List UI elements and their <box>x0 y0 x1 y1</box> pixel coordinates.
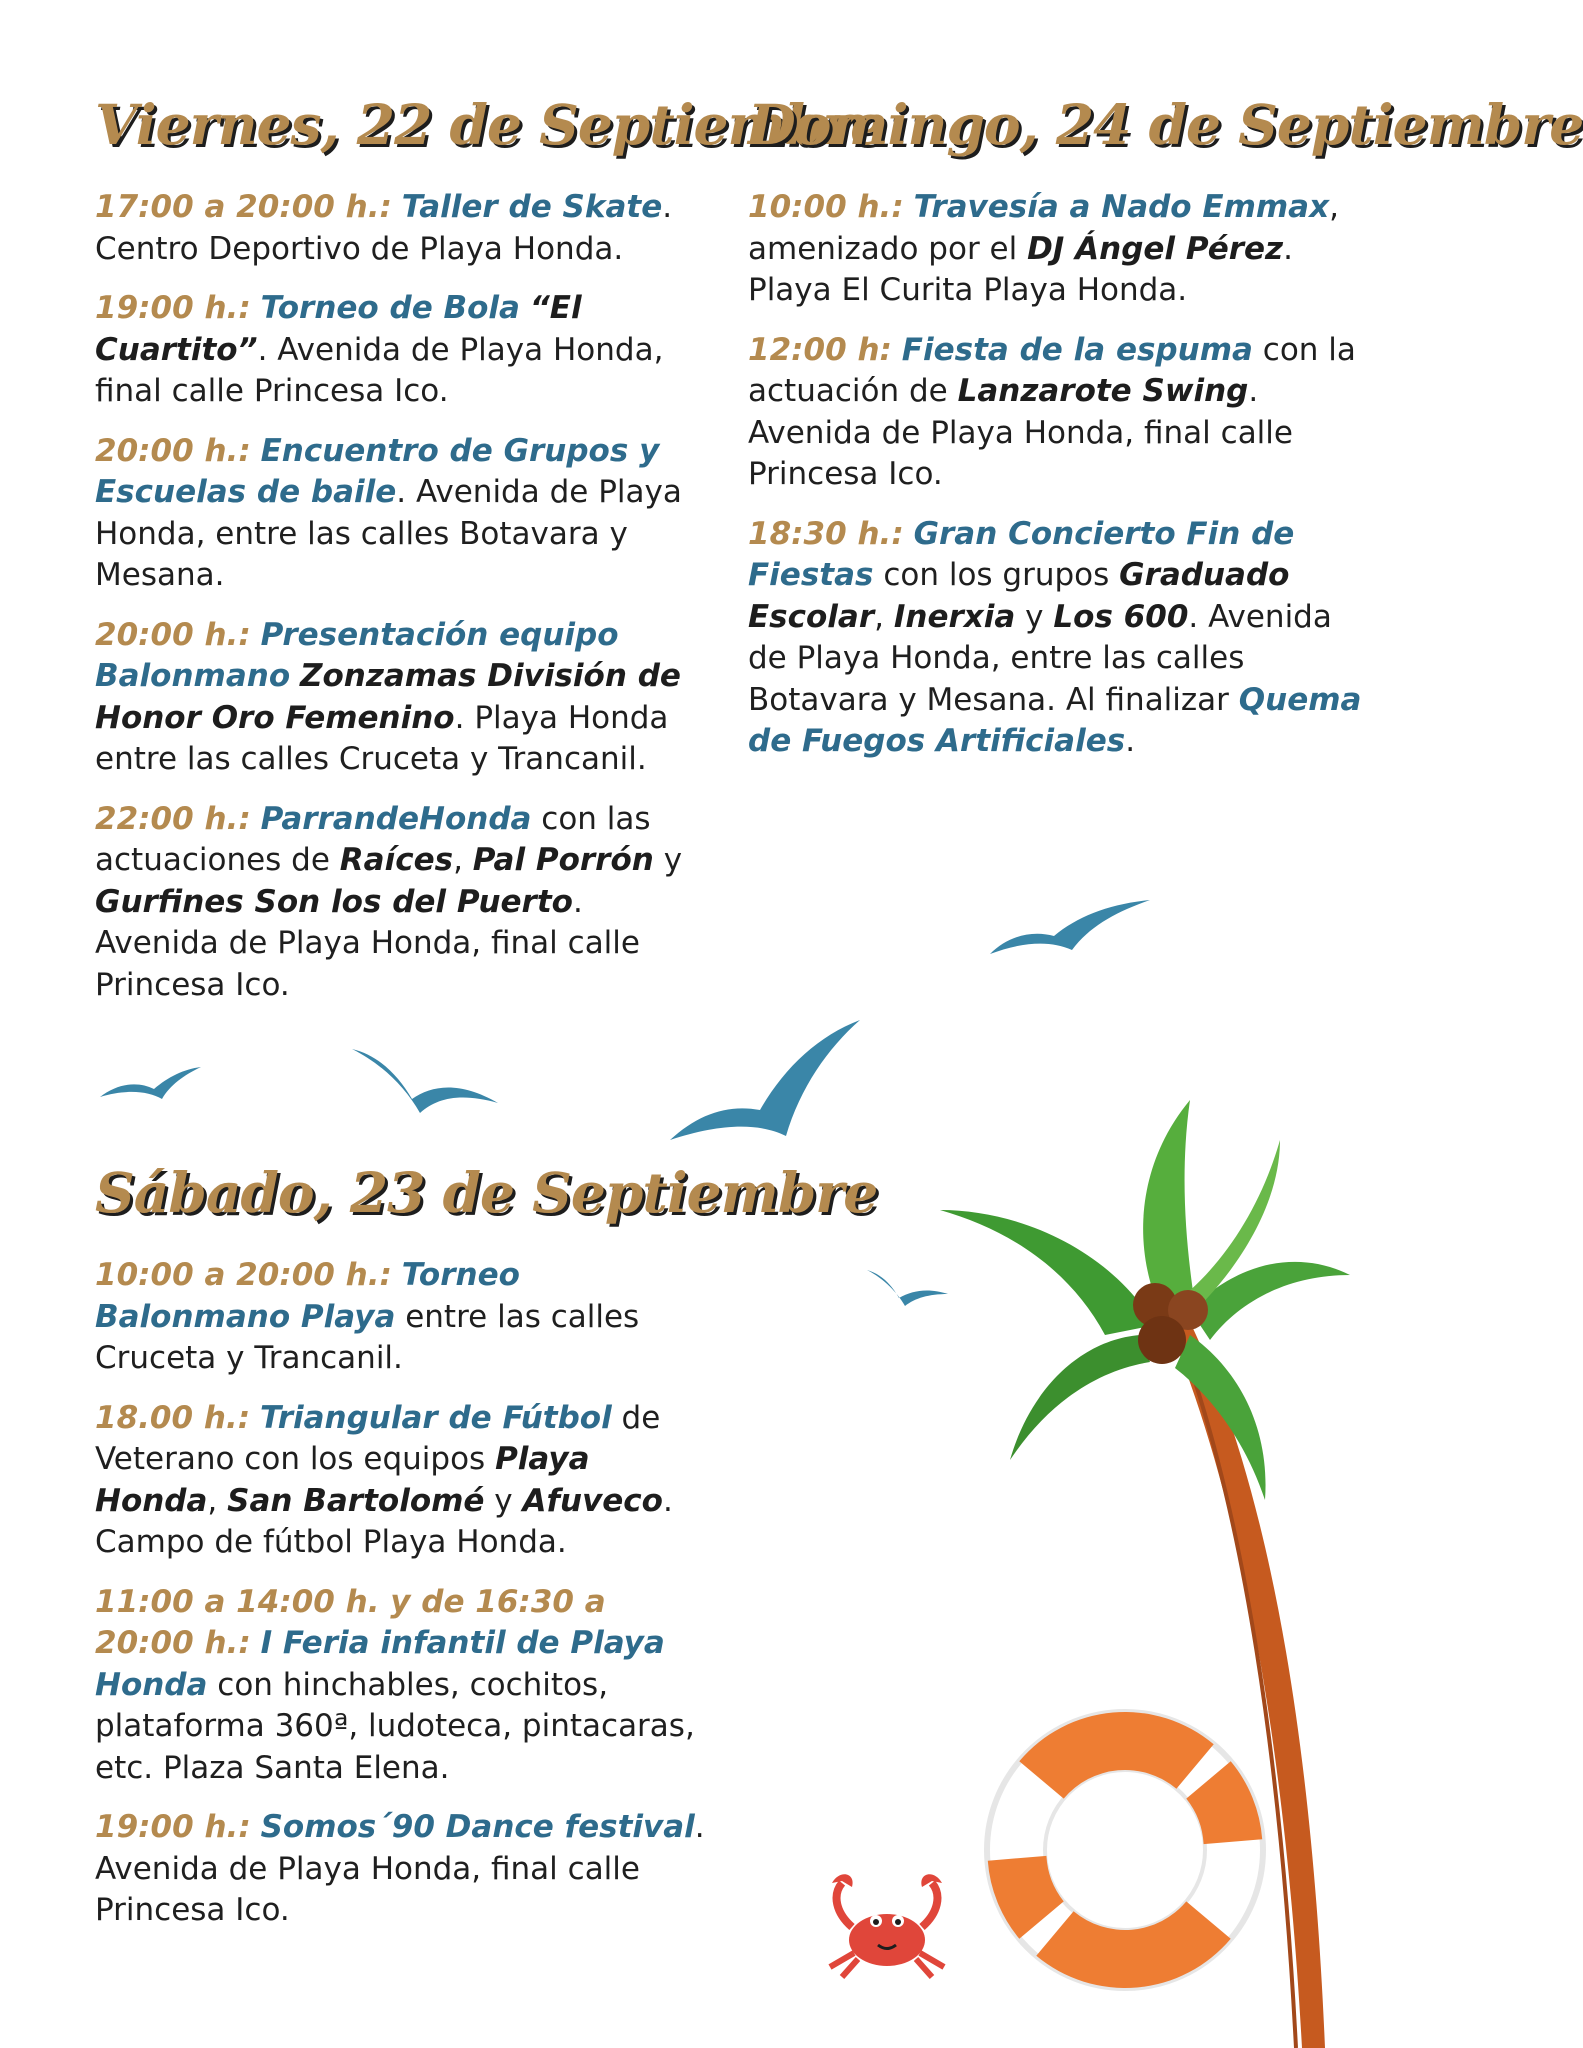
event-text: . Avenida de Playa Honda, final calle Princesa Ico. <box>748 373 1293 492</box>
event-text: y <box>484 1482 523 1519</box>
event-name: Graduado Escolar <box>748 557 1290 635</box>
seagull-icon <box>988 896 1153 956</box>
event-name: DJ Ángel Pérez <box>1027 230 1284 267</box>
seagull-icon <box>350 1045 500 1115</box>
event-highlight: Taller de Skate <box>401 189 663 225</box>
event-text: , amenizado por el <box>748 189 1339 267</box>
sunday-events <box>748 187 1368 763</box>
event-highlight: Travesía a Nado Emmax <box>913 189 1330 225</box>
event-item <box>95 799 715 1007</box>
event-time: 11:00 a 14:00 h. y de 16:30 a 20:00 h.: <box>95 1583 606 1661</box>
event-name: Raíces <box>339 842 454 878</box>
event-text <box>251 433 261 469</box>
event-item <box>95 1255 715 1380</box>
event-highlight: ParrandeHonda <box>260 800 532 837</box>
event-highlight: Quema de Fuegos Artificiales <box>748 681 1362 759</box>
event-time: 19:00 h.: <box>95 290 251 326</box>
event-text <box>251 801 261 837</box>
sunday-section <box>748 92 1583 781</box>
event-item <box>748 187 1368 312</box>
event-item <box>95 431 715 597</box>
event-text <box>904 516 914 552</box>
event-text <box>251 1809 261 1845</box>
event-text: . Avenida de Playa Honda, final calle Princesa Ico. <box>95 883 640 1003</box>
sunday-title: Domingo, 24 de Septiembre <box>748 92 1583 157</box>
event-text: . Campo de fútbol Playa Honda. <box>95 1482 673 1560</box>
event-text: entre las calles Cruceta y Trancanil. <box>95 1298 640 1376</box>
event-highlight: Gran Concierto Fin de Fiestas <box>748 515 1295 593</box>
event-item <box>748 514 1368 763</box>
event-text: con hinchables, cochitos, plataforma 360ª, ludoteca, pintacaras, etc. Plaza Santa Elena. <box>95 1666 695 1786</box>
event-text: . Avenida de Playa Honda, final calle Princesa Ico. <box>95 331 664 409</box>
event-text: con las actuaciones de <box>95 800 651 878</box>
event-text: . Playa El Curita Playa Honda. <box>748 230 1293 308</box>
event-text <box>392 1257 402 1293</box>
event-text: . Centro Deportivo de Playa Honda. <box>95 189 673 267</box>
event-text: , <box>453 842 473 878</box>
event-highlight: Fiesta de la espuma <box>901 331 1253 368</box>
event-text <box>290 658 300 694</box>
event-text <box>392 189 402 225</box>
event-text <box>250 1400 260 1436</box>
saturday-title: Sábado, 23 de Septiembre <box>95 1160 878 1225</box>
event-highlight: Presentación equipo Balonmano <box>95 616 619 694</box>
life-ring-icon <box>975 1700 1275 2000</box>
event-text: . Playa Honda entre las calles Cruceta y Trancanil. <box>95 699 669 777</box>
event-name: San Bartolomé <box>227 1482 485 1519</box>
event-time: 20:00 h.: <box>95 432 251 469</box>
event-text <box>520 290 530 326</box>
seagull-icon <box>865 1268 950 1308</box>
crab-icon <box>812 1865 962 1980</box>
event-item <box>95 1398 715 1564</box>
event-time: 18.00 h.: <box>95 1399 251 1436</box>
event-name: Gurfines Son los del Puerto <box>95 883 573 920</box>
event-text: , <box>874 598 894 635</box>
event-text: . Avenida de Playa Honda, final calle Princesa Ico. <box>95 1809 705 1928</box>
event-text: de Veterano con los equipos <box>95 1399 661 1477</box>
event-item <box>748 330 1368 496</box>
event-text <box>251 1625 261 1661</box>
event-item <box>95 615 715 781</box>
event-highlight: Torneo Balonmano Playa <box>95 1257 520 1335</box>
event-text <box>892 332 902 368</box>
event-text: . Avenida de Playa Honda, entre las calles Botavara y Mesana. <box>95 474 682 593</box>
event-highlight: Encuentro de Grupos y Escuelas de baile <box>95 432 660 510</box>
seagull-icon <box>668 1018 863 1143</box>
event-name: Lanzarote Swing <box>957 373 1249 409</box>
event-text: y <box>1015 598 1054 635</box>
friday-title: Viernes, 22 de Septiembre <box>95 92 885 157</box>
event-time: 20:00 h.: <box>95 616 251 653</box>
event-item <box>95 187 715 270</box>
event-item <box>95 1582 715 1790</box>
friday-events <box>95 187 715 1006</box>
event-name: Afuveco <box>522 1482 663 1519</box>
event-name: Los 600 <box>1053 598 1189 635</box>
seagull-icon <box>98 1055 203 1100</box>
event-name: Pal Porrón <box>472 842 654 878</box>
event-text <box>904 189 914 225</box>
event-highlight: Torneo de Bola <box>260 290 520 326</box>
event-time: 12:00 h: <box>748 331 892 368</box>
event-text: , <box>207 1482 228 1519</box>
event-text: con los grupos <box>873 557 1120 593</box>
event-item <box>95 288 715 413</box>
event-text: con la actuación de <box>748 331 1356 409</box>
saturday-section <box>95 1160 878 1950</box>
event-time: 10:00 a 20:00 h.: <box>95 1257 392 1293</box>
event-text <box>251 617 261 653</box>
event-text <box>251 290 261 326</box>
event-text: y <box>653 842 683 878</box>
event-time: 19:00 h.: <box>95 1809 251 1845</box>
event-time: 22:00 h.: <box>95 800 251 837</box>
event-text: . Avenida de Playa Honda, entre las calles Botavara y Mesana. Al finalizar <box>748 598 1332 718</box>
event-highlight: I Feria infantil de Playa Honda <box>95 1625 665 1703</box>
event-name: “El Cuartito” <box>95 290 582 368</box>
event-time: 18:30 h.: <box>748 515 904 552</box>
event-item <box>95 1807 715 1932</box>
event-time: 17:00 a 20:00 h.: <box>95 189 392 225</box>
event-name: Inerxia <box>893 598 1016 635</box>
event-highlight: Triangular de Fútbol <box>259 1399 612 1436</box>
saturday-events <box>95 1255 715 1932</box>
event-highlight: Somos´90 Dance festival <box>260 1809 695 1845</box>
event-time: 10:00 h.: <box>748 189 904 225</box>
event-name: Zonzamas División de Honor Oro Femenino <box>95 658 681 736</box>
event-text: . <box>1125 723 1136 759</box>
event-name: Playa Honda <box>95 1441 590 1519</box>
